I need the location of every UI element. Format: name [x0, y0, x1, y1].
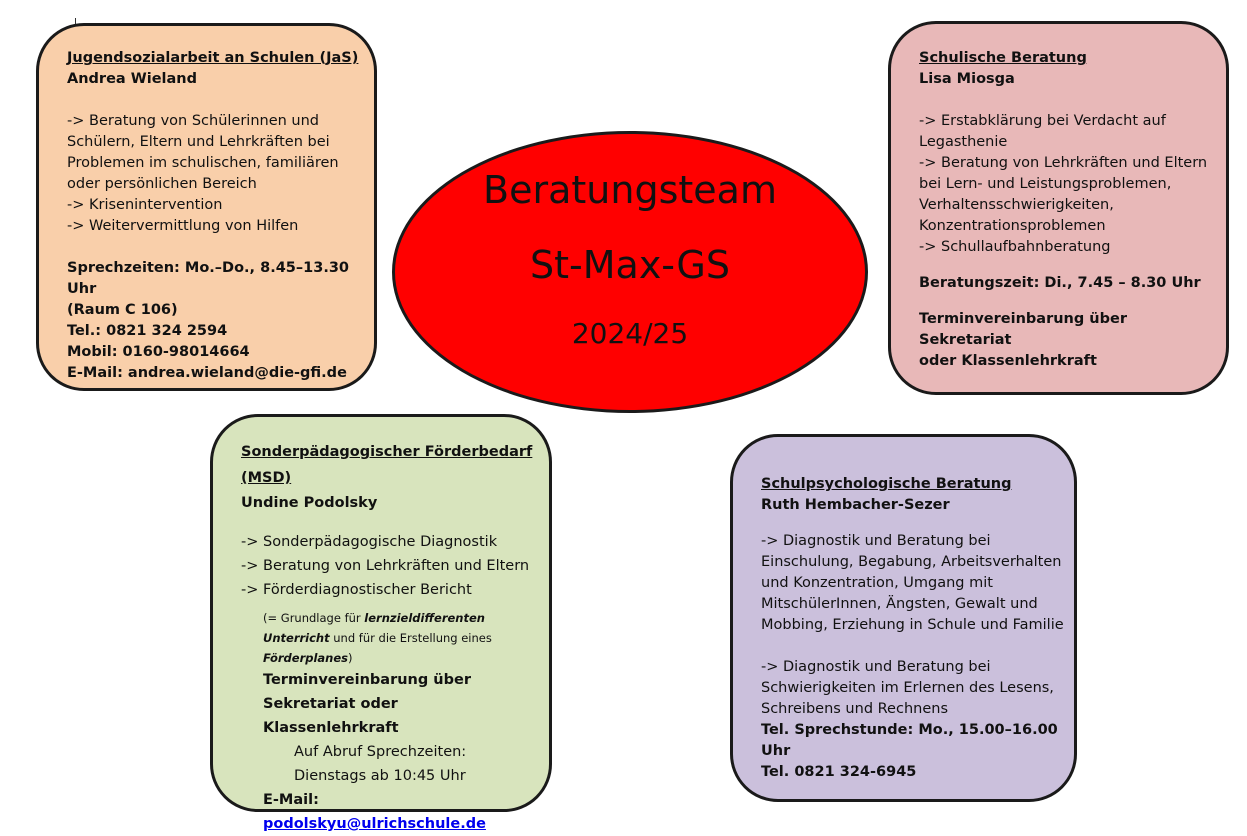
schulpsych-contact: Tel. 0821 324-6945 [761, 764, 917, 780]
msd-on-call: Dienstags ab 10:45 Uhr [294, 768, 466, 784]
msd-name: Undine Podolsky [241, 495, 378, 511]
jas-contact: Tel.: 0821 324 2594 [67, 323, 228, 339]
beratung-appointment: oder Klassenlehrkraft [919, 353, 1097, 369]
beratung-title: Schulische Beratung [919, 50, 1087, 66]
beratung-appointment: Terminvereinbarung über Sekretariat [919, 311, 1127, 348]
schulpsych-line: -> Diagnostik und Beratung bei [761, 533, 991, 549]
msd-email-link[interactable]: podolskyu@ulrichschule.de [263, 816, 486, 832]
schulpsych-line: Mobbing, Erziehung in Schule und Familie [761, 617, 1064, 633]
msd-line: -> Sonderpädagogische Diagnostik [241, 534, 498, 550]
jas-contact: (Raum C 106) [67, 302, 178, 318]
msd-appointment: Sekretariat oder Klassenlehrkraft [263, 696, 399, 736]
msd-line: -> Beratung von Lehrkräften und Eltern [241, 558, 530, 574]
jas-contact: Sprechzeiten: Mo.–Do., 8.45–13.30 Uhr [67, 260, 350, 297]
school-year: 2024/25 [571, 317, 689, 350]
school-name: St-Max-GS [530, 243, 730, 287]
msd-appointment: Terminvereinbarung über [263, 672, 471, 688]
msd-title: Sonderpädagogischer Förderbedarf [241, 444, 533, 460]
jas-email: E-Mail: andrea.wieland@die-gfi.de [67, 365, 347, 381]
beratung-line: Verhaltensschwierigkeiten, [919, 197, 1114, 213]
schulpsych-line: MitschülerInnen, Ängsten, Gewalt und [761, 596, 1038, 612]
beratung-line: -> Erstabklärung bei Verdacht auf [919, 113, 1166, 129]
jas-line: -> Weitervermittlung von Hilfen [67, 218, 299, 234]
jas-line: oder persönlichen Bereich [67, 176, 257, 192]
jas-contact: Mobil: 0160-98014664 [67, 344, 250, 360]
schulpsych-line: Einschulung, Begabung, Arbeitsverhalten [761, 554, 1062, 570]
beratung-line: -> Beratung von Lehrkräften und Eltern [919, 155, 1208, 171]
msd-line: -> Förderdiagnostischer Bericht [241, 582, 472, 598]
beratung-line: bei Lern- und Leistungsproblemen, [919, 176, 1172, 192]
jas-line: -> Krisenintervention [67, 197, 223, 213]
team-title: Beratungsteam [483, 168, 777, 212]
schulpsych-line: Schwierigkeiten im Erlernen des Lesens, [761, 680, 1054, 696]
schulpsych-title: Schulpsychologische Beratung [761, 476, 1012, 492]
jas-card [36, 23, 377, 391]
jas-line: Problemen im schulischen, familiären [67, 155, 339, 171]
center-ellipse [392, 131, 868, 413]
jas-line: -> Beratung von Schülerinnen und [67, 113, 320, 129]
schulpsych-line: -> Diagnostik und Beratung bei [761, 659, 991, 675]
schulische-beratung-card [888, 21, 1229, 395]
beratung-line: Legasthenie [919, 134, 1008, 150]
msd-email-row: E-Mail: podolskyu@ulrichschule.de [263, 792, 486, 832]
beratung-line: Konzentrationsproblemen [919, 218, 1106, 234]
beratung-line: -> Schullaufbahnberatung [919, 239, 1111, 255]
schulpsych-contact: Tel. Sprechstunde: Mo., 15.00–16.00 Uhr [761, 722, 1058, 759]
msd-title-abbr: (MSD) [241, 470, 292, 486]
schulpsych-name: Ruth Hembacher-Sezer [761, 497, 950, 513]
msd-card [210, 414, 552, 832]
msd-on-call: Auf Abruf Sprechzeiten: [294, 744, 467, 760]
schulpsych-line: Schreibens und Rechnens [761, 701, 948, 717]
jas-line: Schülern, Eltern und Lehrkräften bei [67, 134, 330, 150]
schulpsych-line: und Konzentration, Umgang mit [761, 575, 993, 591]
jas-title: Jugendsozialarbeit an Schulen (JaS) [67, 50, 359, 66]
jas-name: Andrea Wieland [67, 71, 197, 87]
msd-note: (= Grundlage für lernzieldifferenten Unterricht und für die Erstellung eines Förderplanes) [263, 611, 492, 665]
beratung-time: Beratungszeit: Di., 7.45 – 8.30 Uhr [919, 275, 1201, 291]
schulpsych-card [730, 434, 1077, 802]
beratung-name: Lisa Miosga [919, 71, 1015, 87]
